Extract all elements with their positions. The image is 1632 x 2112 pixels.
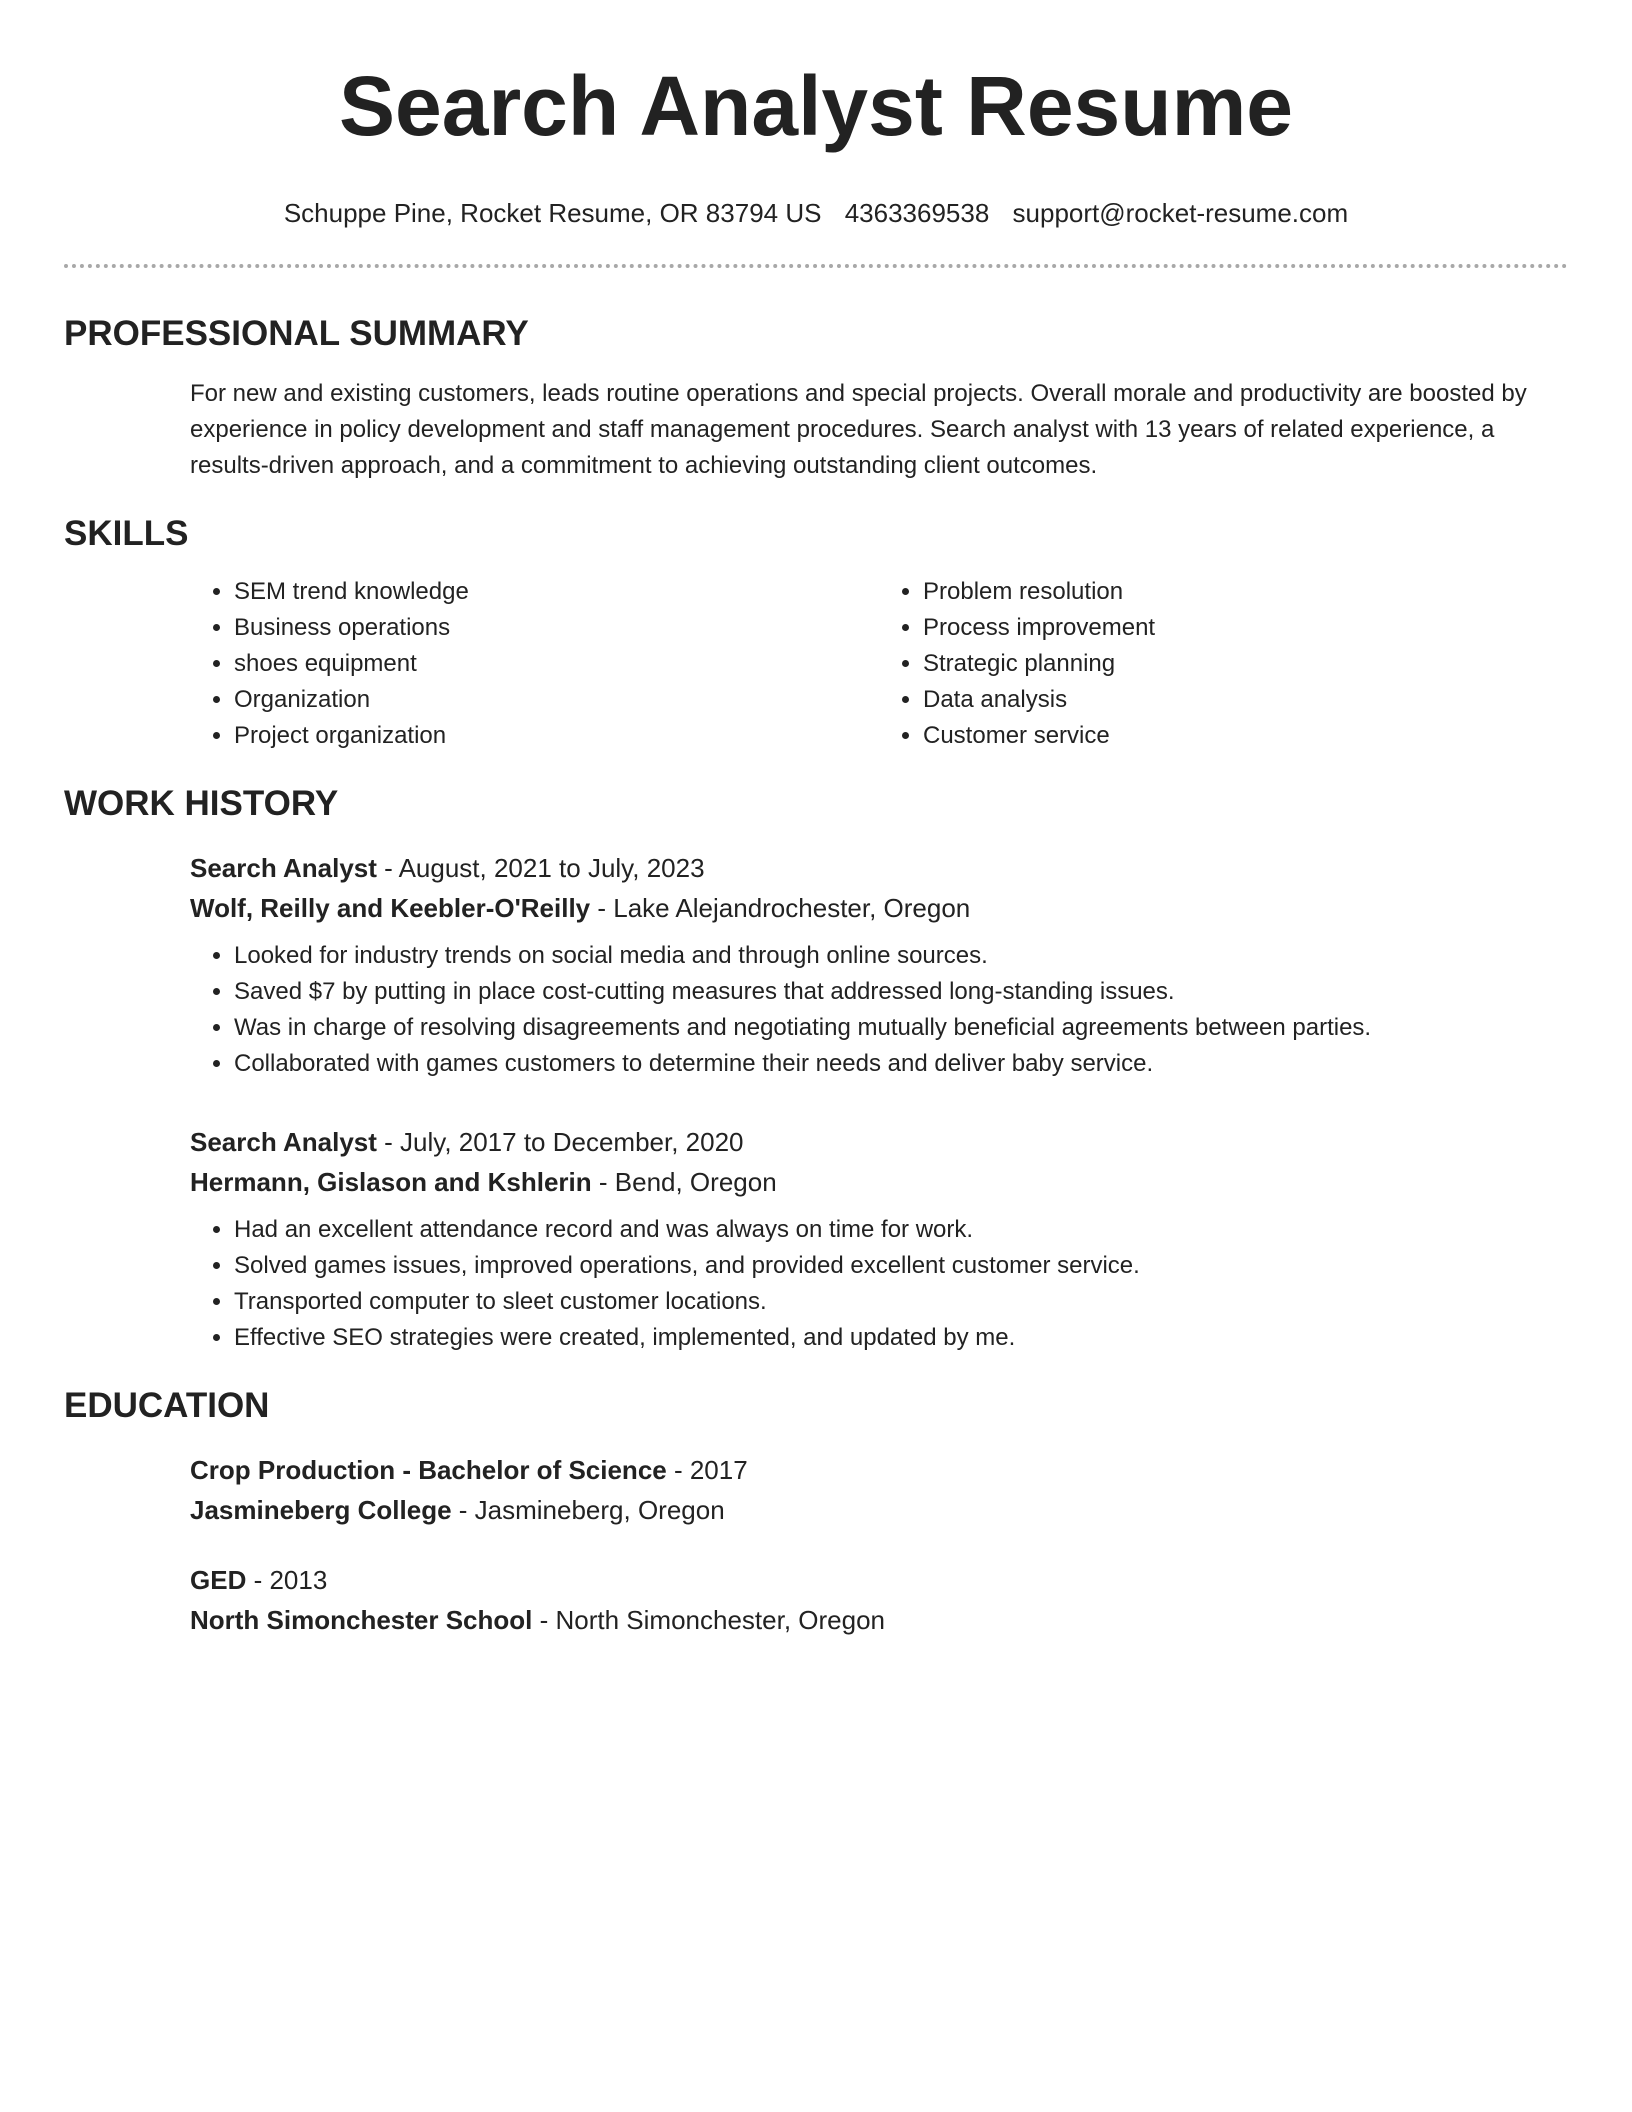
education-location: - Jasmineberg, Oregon: [451, 1495, 725, 1525]
summary-text: For new and existing customers, leads routine operations and special projects. Overall morale and productivity are boosted by experience in policy development and staff management procedures. Search analyst with 13 years of related experience, a results-driven approach, and a commitment to achieving outstanding client outcomes.: [190, 380, 1527, 479]
job-bullet: • Saved $7 by putting in place cost-cutting measures that addressed long-standing issues.: [234, 974, 1568, 1010]
contact-phone: 4363369538: [844, 198, 990, 228]
job-title: Search Analyst: [190, 853, 377, 883]
education-degree: GED: [190, 1565, 247, 1595]
job-dates: - August, 2021 to July, 2023: [376, 853, 705, 883]
job-dates: - July, 2017 to December, 2020: [376, 1127, 744, 1157]
summary-heading: PROFESSIONAL SUMMARY: [64, 314, 529, 353]
job-bullet: • Effective SEO strategies were created, implemented, and updated by me.: [234, 1320, 1568, 1356]
education-section: [64, 1384, 1568, 1640]
education-entry: [190, 1560, 1568, 1640]
job-title-line: [190, 1122, 1568, 1162]
education-school-line: [190, 1600, 1568, 1640]
education-year: - 2013: [246, 1565, 328, 1595]
job-bullet: • Looked for industry trends on social media and through online sources.: [234, 938, 1568, 974]
education-entry: [190, 1450, 1568, 1530]
job-company: Hermann, Gislason and Kshlerin: [190, 1167, 592, 1197]
job-location: - Bend, Oregon: [591, 1167, 777, 1197]
job-bullet: • Had an excellent attendance record and was always on time for work.: [234, 1212, 1568, 1248]
skill-item: • Organization: [234, 682, 879, 718]
skill-item: • shoes equipment: [234, 646, 879, 682]
contact-line: [64, 196, 1568, 230]
skill-item: • Process improvement: [923, 610, 1568, 646]
education-school-line: [190, 1490, 1568, 1530]
job-title-line: [190, 848, 1568, 888]
summary-section: [64, 312, 1568, 484]
job-entry: [190, 1122, 1568, 1356]
education-degree-line: [190, 1450, 1568, 1490]
skills-heading: SKILLS: [64, 514, 189, 553]
job-company: Wolf, Reilly and Keebler-O'Reilly: [190, 893, 591, 923]
job-company-line: [190, 888, 1568, 928]
contact-address: Schuppe Pine, Rocket Resume, OR 83794 US: [283, 198, 822, 228]
job-bullet: • Solved games issues, improved operations, and provided excellent customer service.: [234, 1248, 1568, 1284]
skills-left-list: [190, 574, 879, 754]
skill-item: • Problem resolution: [923, 574, 1568, 610]
job-bullets: [190, 1212, 1568, 1356]
work-history-section: [64, 782, 1568, 1356]
skill-item: • Customer service: [923, 718, 1568, 754]
job-bullet: • Transported computer to sleet customer locations.: [234, 1284, 1568, 1320]
work-history-heading: WORK HISTORY: [64, 784, 339, 823]
education-school: North Simonchester School: [190, 1605, 533, 1635]
skill-item: • Business operations: [234, 610, 879, 646]
education-degree-line: [190, 1560, 1568, 1600]
skills-right-list: [879, 574, 1568, 754]
job-location: - Lake Alejandrochester, Oregon: [590, 893, 971, 923]
contact-email: support@rocket-resume.com: [1012, 198, 1349, 228]
education-school: Jasmineberg College: [190, 1495, 452, 1525]
resume-title: Search Analyst Resume: [339, 59, 1293, 153]
header-divider: [64, 264, 1568, 268]
job-entry: [190, 848, 1568, 1082]
skills-section: [64, 512, 1568, 754]
resume-page: [64, 0, 1568, 1640]
skills-columns: [190, 574, 1568, 754]
skill-item: • SEM trend knowledge: [234, 574, 879, 610]
skill-item: • Project organization: [234, 718, 879, 754]
skill-item: • Strategic planning: [923, 646, 1568, 682]
education-location: - North Simonchester, Oregon: [532, 1605, 885, 1635]
job-bullet: • Collaborated with games customers to determine their needs and deliver baby service.: [234, 1046, 1568, 1082]
job-company-line: [190, 1162, 1568, 1202]
skill-item: • Data analysis: [923, 682, 1568, 718]
job-bullets: [190, 938, 1568, 1082]
education-year: - 2017: [666, 1455, 748, 1485]
job-title: Search Analyst: [190, 1127, 377, 1157]
education-degree: Crop Production - Bachelor of Science: [190, 1455, 667, 1485]
job-bullet: • Was in charge of resolving disagreements and negotiating mutually beneficial agreements between parties.: [234, 1010, 1568, 1046]
education-heading: EDUCATION: [64, 1386, 270, 1425]
